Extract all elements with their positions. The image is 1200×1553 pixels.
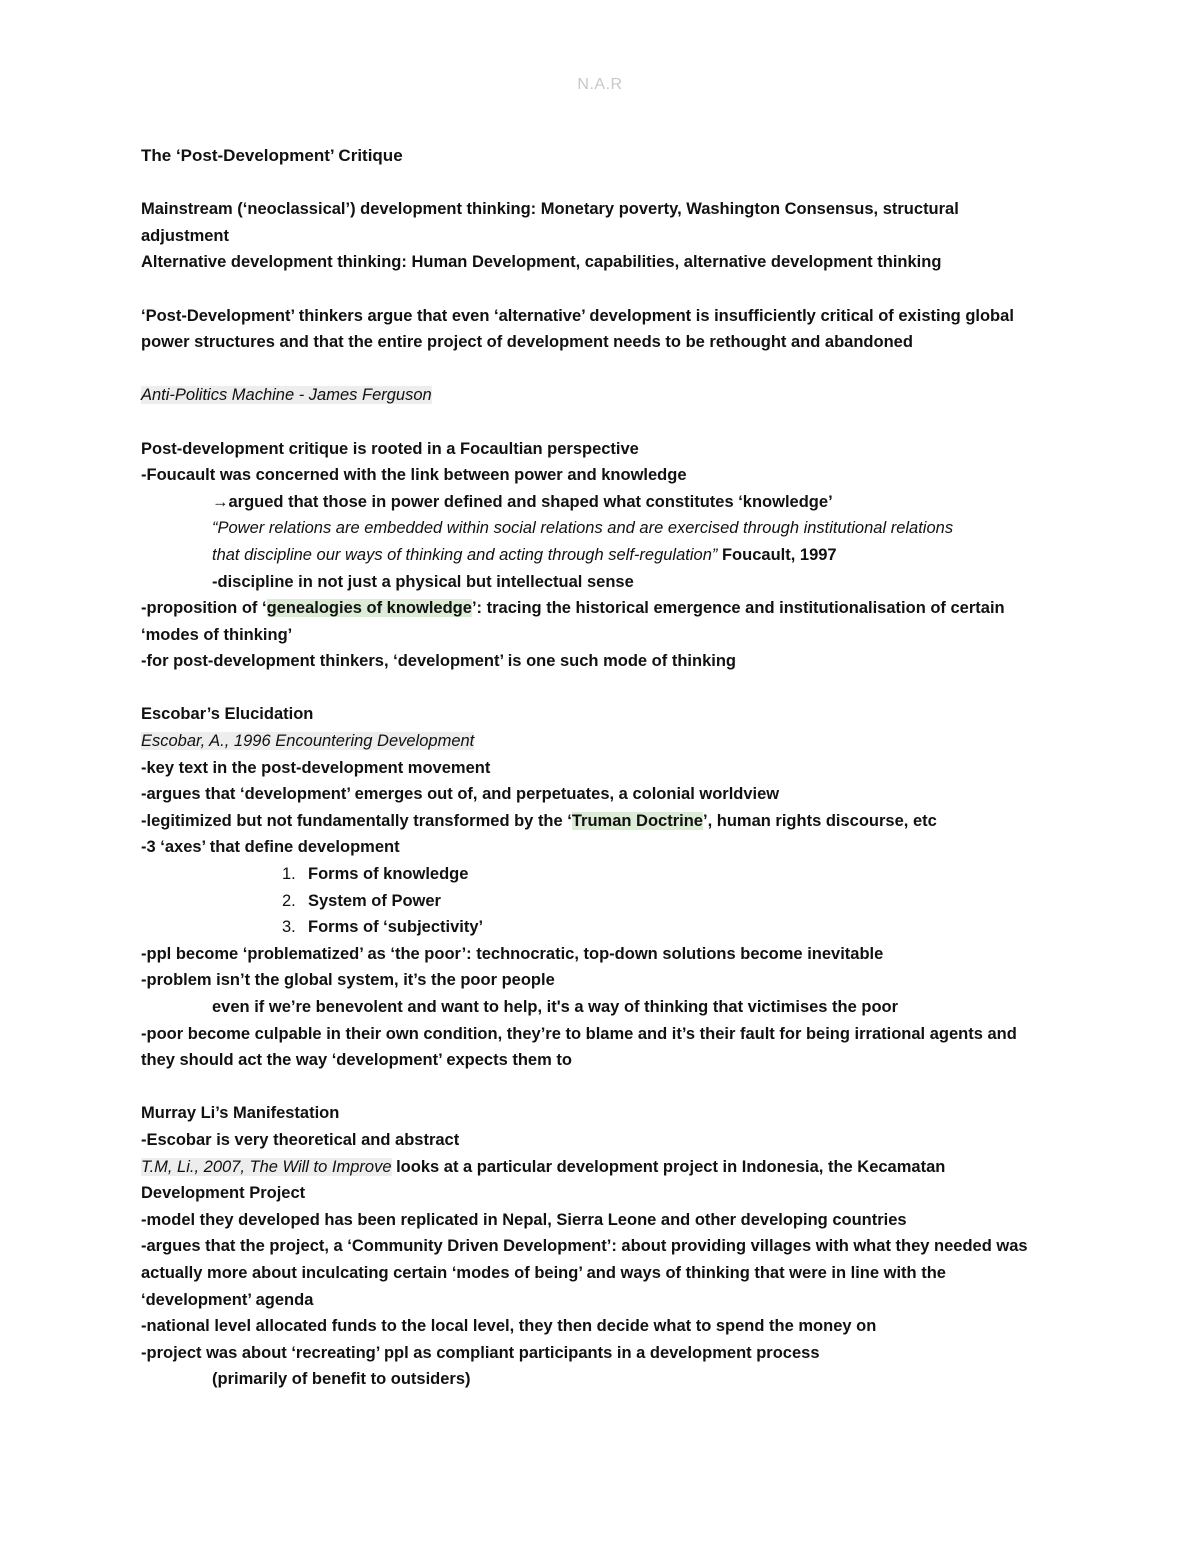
escobar-line-3-post: ’, human rights discourse, etc xyxy=(702,811,937,830)
li-line-4: -argues that the project, a ‘Community Driven Development’: about providing villages with what they needed was xyxy=(141,1237,1028,1256)
foucault-line-3: →argued that those in power defined and shaped what constitutes ‘knowledge’ xyxy=(212,492,833,511)
document-title: The ‘Post-Development’ Critique xyxy=(141,146,403,165)
escobar-line-5: -ppl become ‘problematized’ as ‘the poor’: technocratic, top-down solutions become inevitable xyxy=(141,944,884,963)
li-line-9: (primarily of benefit to outsiders) xyxy=(212,1370,471,1389)
li-reference-post: looks at a particular development project in Indonesia, the Kecamatan xyxy=(391,1157,946,1176)
postdev-line-1: ‘Post-Development’ thinkers argue that even ‘alternative’ development is insufficiently critical of existing global xyxy=(141,306,1014,325)
foucault-quote-2: that discipline our ways of thinking and acting through self-regulation” xyxy=(212,545,718,564)
foucault-quote-1: “Power relations are embedded within social relations and are exercised through institutional relations xyxy=(212,519,954,538)
truman-doctrine-highlight: Truman Doctrine xyxy=(571,811,703,830)
escobar-line-9: they should act the way ‘development’ expects them to xyxy=(141,1051,572,1070)
escobar-line-8: -poor become culpable in their own condition, they’re to blame and it’s their fault for being irrational agents and xyxy=(141,1024,1017,1043)
foucault-line-6: ‘modes of thinking’ xyxy=(141,625,293,644)
list-item: 1. Forms of knowledge xyxy=(282,865,469,884)
foucault-line-1: Post-development critique is rooted in a Focaultian perspective xyxy=(141,439,639,458)
li-reference: T.M, Li., 2007, The Will to Improve xyxy=(141,1157,392,1176)
escobar-line-2: -argues that ‘development’ emerges out of, and perpetuates, a colonial worldview xyxy=(141,785,780,804)
mainstream-line-1: Mainstream (‘neoclassical’) development thinking: Monetary poverty, Washington Consensus, structural xyxy=(141,200,959,219)
li-heading: Murray Li’s Manifestation xyxy=(141,1104,340,1123)
li-line-8: -project was about ‘recreating’ ppl as compliant participants in a development process xyxy=(141,1343,820,1362)
foucault-quote-citation: Foucault, 1997 xyxy=(717,545,837,564)
foucault-line-2: -Foucault was concerned with the link between power and knowledge xyxy=(141,466,687,485)
page-header-initials: N.A.R xyxy=(577,76,623,93)
document-body xyxy=(141,143,1061,1393)
li-line-5: actually more about inculcating certain ‘modes of being’ and ways of thinking that were in line with the xyxy=(141,1263,946,1282)
li-line-2: Development Project xyxy=(141,1184,306,1203)
list-item: 3. Forms of ‘subjectivity’ xyxy=(282,918,484,937)
li-line-7: -national level allocated funds to the local level, they then decide what to spend the money on xyxy=(141,1317,877,1336)
escobar-heading: Escobar’s Elucidation xyxy=(141,705,314,724)
mainstream-line-2: adjustment xyxy=(141,226,230,245)
li-line-3: -model they developed has been replicated in Nepal, Sierra Leone and other developing countries xyxy=(141,1210,907,1229)
list-item: 2. System of Power xyxy=(282,891,441,910)
foucault-line-7: -for post-development thinkers, ‘development’ is one such mode of thinking xyxy=(141,652,736,671)
foucault-line-5-pre: -proposition of ‘ xyxy=(141,599,267,618)
postdev-line-2: power structures and that the entire project of development needs to be rethought and abandoned xyxy=(141,333,913,352)
foucault-line-5-post: ’: tracing the historical emergence and institutionalisation of certain xyxy=(471,599,1005,618)
escobar-line-6: -problem isn’t the global system, it’s the poor people xyxy=(141,971,555,990)
li-line-1: -Escobar is very theoretical and abstract xyxy=(141,1130,460,1149)
escobar-line-3-pre: -legitimized but not fundamentally transformed by the ‘ xyxy=(141,811,572,830)
li-line-6: ‘development’ agenda xyxy=(141,1290,314,1309)
escobar-reference: Escobar, A., 1996 Encountering Development xyxy=(141,732,475,751)
foucault-line-4: -discipline in not just a physical but intellectual sense xyxy=(212,572,634,591)
ferguson-reference: Anti-Politics Machine - James Ferguson xyxy=(141,386,432,405)
genealogies-highlight: genealogies of knowledge xyxy=(266,599,472,618)
alternative-line: Alternative development thinking: Human Development, capabilities, alternative development thinking xyxy=(141,253,942,272)
escobar-line-1: -key text in the post-development movement xyxy=(141,758,491,777)
escobar-line-7: even if we’re benevolent and want to help, it's a way of thinking that victimises the poor xyxy=(212,998,899,1016)
escobar-line-4: -3 ‘axes’ that define development xyxy=(141,838,400,857)
